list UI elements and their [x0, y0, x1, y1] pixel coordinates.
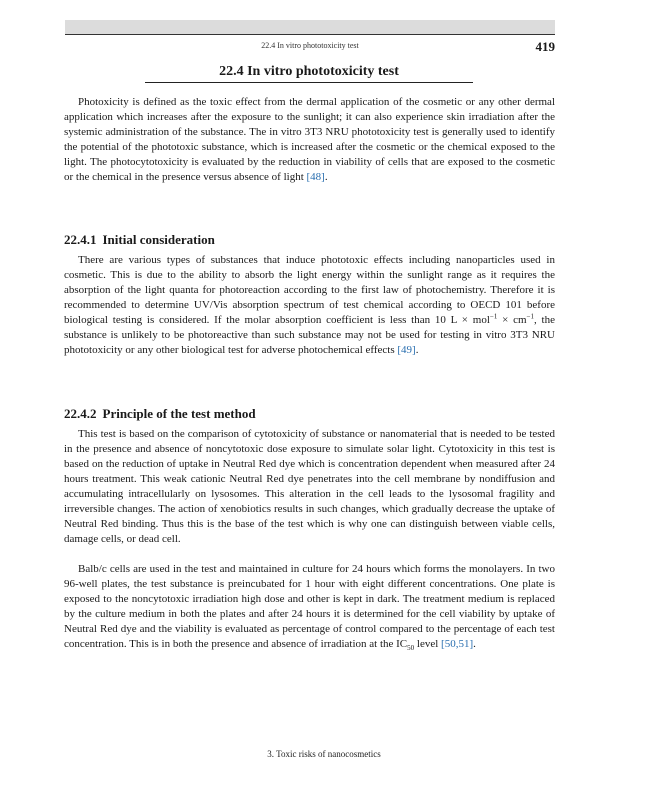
subsection-heading-principle [64, 406, 256, 422]
paragraph-text: level [414, 638, 442, 650]
header-bar [65, 20, 555, 34]
citation-48[interactable]: [48] [306, 171, 325, 183]
paragraph-text: × cm [497, 314, 527, 326]
subscript: 50 [407, 644, 415, 653]
paragraph-text: , the substance is unlikely to be photoreactive than such substance may not be used for testing in vitro 3T3 NRU phototoxicity or any other biological test for adverse photochemical effects [64, 314, 555, 356]
subsection-title: Initial consideration [102, 232, 215, 247]
superscript: −1 [526, 312, 534, 321]
subsection-heading-initial-consideration [64, 232, 215, 248]
citation-50-51[interactable]: [50,51] [441, 638, 474, 650]
paragraph-text: Balb/c cells are used in the test and maintained in culture for 24 hours which forms the monolayers. In two 96-well plates, the test substance is preincubated for 1 hour with eight different concentrations. One plate is exposed to the noncytotoxic irradiation high dose and other is kept in dark. The treatment medium is replaced by the culture medium in both the plates and after 24 hours it is determined for the cell viability by uptake of Neutral Red dye and the viability is evaluated as percentage of control compared to the percentage of each test concentration. This is in both the presence and absence of irradiation at the IC [64, 563, 555, 650]
header-rule [65, 34, 555, 35]
section-title: 22.4 In vitro phototoxicity test [145, 64, 473, 83]
paragraph-text: This test is based on the comparison of cytotoxicity of substance or nanomaterial that is needed to be tested in the presence and absence of noncytotoxic dose exposure to simulate solar light. Cytotoxicity in this test is based on the reduction of uptake in Neutral Red dye which is concentration dependent when measured after 24 hours treatment. This weak cationic Neutral Red dye penetrates into the cell membrane by nondiffusion and accumulating intracellularly on lysosomes. This alteration in the cell leads to the lysosomal fragility and irreversible changes. The action of xenobiotics results in such changes, which gradually decrease the uptake of Neutral Red binding. Thus this is the base of the test which is why one can distinguish between viable cells, damage cells, or dead cell. [64, 428, 555, 545]
superscript: −1 [489, 312, 498, 321]
subsection-number: 22.4.1 [64, 232, 97, 247]
page-number: 419 [535, 39, 555, 54]
running-title: 22.4 In vitro phototoxicity test [261, 41, 359, 50]
initial-consideration-paragraph: There are various types of substances that induce phototoxic effects including nanoparticles used in cosmetic. This is due to the ability to absorb the light energy within the sunlight range as it requires the absorption of the light quanta for photoreaction according to the first law of photochemistry. Therefore it is recommended to determine UV/Vis absorption spectrum of test chemical according to OECD 101 before biological testing is considered. If the molar absorption coefficient is less than 10 $L \times mol^{-1} \times cm^{-1}$, the substance is unlikely to be photoreactive than such substance may not be used for testing in vitro 3T3 NRU phototoxicity or any other biological test for adverse photochemical effects [49]. [64, 254, 555, 356]
principle-paragraph-1 [64, 427, 555, 547]
principle-paragraph-2: Balb/c cells are used in the test and maintained in culture for 24 hours which forms the monolayers. In two 96-well plates, the test substance is preincubated for 1 hour with eight different concentrations. One plate is exposed to the noncytotoxic irradiation high dose and other is kept in dark. The treatment medium is replaced by the culture medium in both the plates and after 24 hours it is determined for the cell viability by uptake of Neutral Red dye and the viability is evaluated as percentage of control compared to the percentage of each test concentration. This is in both the presence and absence of irradiation at the $IC_{50}$ level [50,51]. [64, 563, 555, 653]
running-header [65, 39, 555, 53]
intro-paragraph: Photoxicity is defined as the toxic effect from the dermal application of the cosmetic or any other dermal application which increases after the exposure to the sunlight; it can also experience skin irradiation after the systemic administration of the substance. The in vitro 3T3 NRU phototoxicity test is generally used to identify the potential of the phototoxic substance, which is increased after the cosmetic or the chemical exposed to the light. The photocytotoxicity is evaluated by the reduction in viability of cells that are exposed to the cosmetic or the chemical in the presence versus absence of light [48]. [64, 96, 555, 183]
citation-49[interactable]: [49] [397, 344, 416, 356]
subsection-title: Principle of the test method [102, 406, 256, 421]
intro-text: Photoxicity is defined as the toxic effect from the dermal application of the cosmetic or any other dermal application which increases after the exposure to the sunlight; it can also experience skin irradiation after the systemic administration of the substance. The in vitro 3T3 NRU phototoxicity test is generally used to identify the potential of the phototoxic substance, which is increased after the cosmetic or the chemical exposed to the light. The photocytotoxicity is evaluated by the reduction in viability of cells that are exposed to the cosmetic or the chemical in the presence versus absence of light [64, 96, 555, 183]
paragraph-text: There are various types of substances that induce phototoxic effects including nanoparticles used in cosmetic. This is due to the ability to absorb the light energy within the sunlight range as it requires the absorption of the light quanta for photoreaction according to the first law of photochemistry. Therefore it is recommended to determine UV/Vis absorption spectrum of test chemical according to OECD 101 before biological testing is considered. If the molar absorption coefficient is less than 10 L × mol [64, 254, 555, 326]
subsection-number: 22.4.2 [64, 406, 97, 421]
page-footer: 3. Toxic risks of nanocosmetics [267, 749, 381, 759]
